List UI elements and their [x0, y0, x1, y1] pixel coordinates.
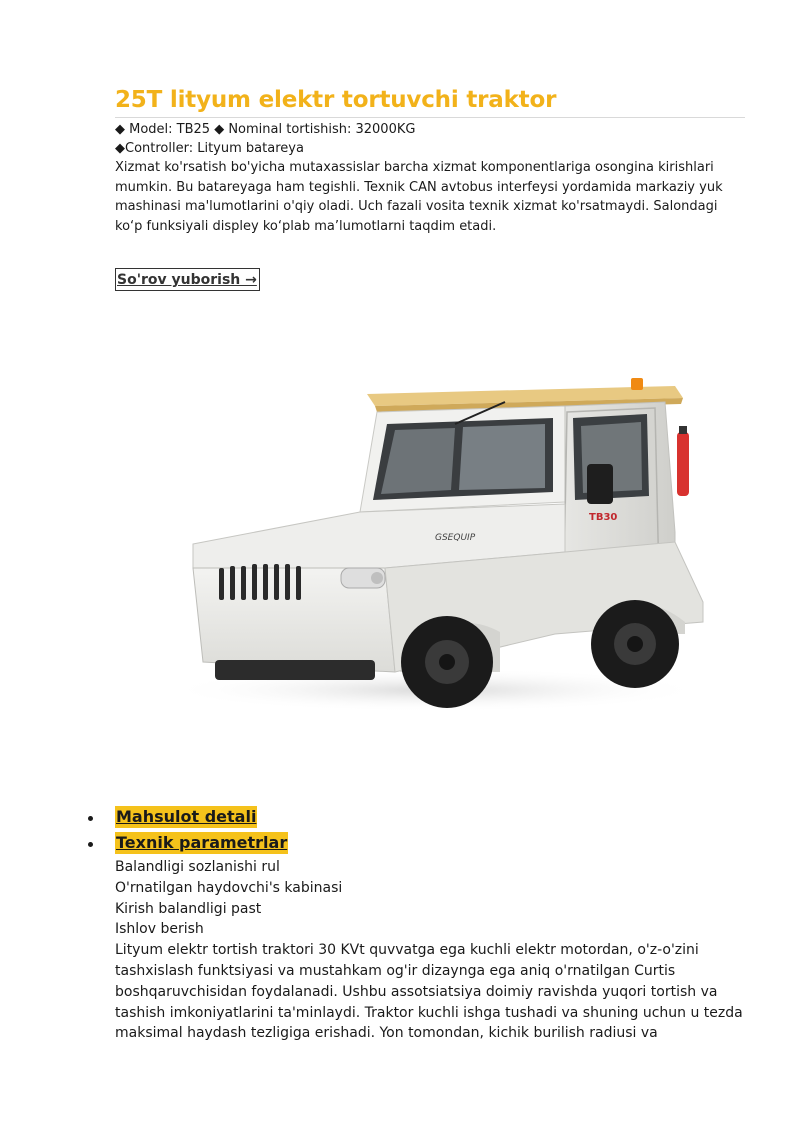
bullet-icon: [88, 816, 93, 821]
brand-logo: GSEQUIP: [435, 533, 476, 543]
spec-list: [115, 120, 745, 158]
rear-wheel-icon: [591, 600, 679, 688]
send-enquiry-button[interactable]: So'rov yuborish →: [115, 268, 260, 291]
front-wheel-icon: [401, 616, 493, 708]
tab-label[interactable]: Texnik parametrlar: [116, 833, 288, 852]
tow-tractor-image: [155, 372, 715, 717]
feature-item: O'rnatilgan haydovchi's kabinasi: [115, 879, 343, 896]
body-paragraph: Lityum elektr tortish traktori 30 KVt quvvatga ega kuchli elektr motordan, o'z-o'zini tashxislash funktsiyasi va mustahkam og'ir dizaynga ega aniq o'rnatilgan Curtis boshqaruvchisidan foydalanadi. Ushbu assotsiatsiya doimiy ravishda yuqori tortish va tashish imkoniyatlarini ta'minlaydi. Traktor kuchli ishga tushadi va shuning uchun u tezda maksimal haydash tezligiga erishadi. Yon tomondan, kichik burilish radiusi va: [115, 942, 743, 1042]
product-tabs: [88, 806, 288, 858]
beacon-light-icon: [631, 378, 643, 390]
tab-label[interactable]: Mahsulot detali: [116, 807, 257, 826]
page-title: 25T lityum elektr tortuvchi traktor: [115, 84, 745, 118]
feature-item: Kirish balandligi past: [115, 900, 262, 917]
feature-item: Balandligi sozlanishi rul: [115, 859, 280, 875]
tab-product-details[interactable]: [88, 806, 288, 832]
spec-controller-line: ◆Controller: Lityum batareya: [115, 141, 304, 156]
technical-parameters-content: [115, 857, 745, 1044]
spec-model-line: ◆ Model: TB25 ◆ Nominal tortishish: 32000KG: [115, 122, 416, 137]
product-description: Xizmat ko'rsatish bo'yicha mutaxassislar barcha xizmat komponentlariga osongina kirishlari mumkin. Bu batareyaga ham tegishli. Texnik CAN avtobus interfeysi yordamida markaziy yuk mashinasi ma'lumotlarini o'qiy oladi. Uch fazali vosita texnik xizmat ko'rsatmaydi. Salondagi ko‘p funksiyali displey ko‘plab ma’lumotlarni taqdim etadi.: [115, 160, 723, 234]
feature-item: Ishlov berish: [115, 921, 204, 938]
cab-model-label: TB30: [589, 512, 618, 523]
tab-technical-parameters[interactable]: [88, 832, 288, 858]
bullet-icon: [88, 842, 93, 847]
product-section: [115, 84, 745, 288]
